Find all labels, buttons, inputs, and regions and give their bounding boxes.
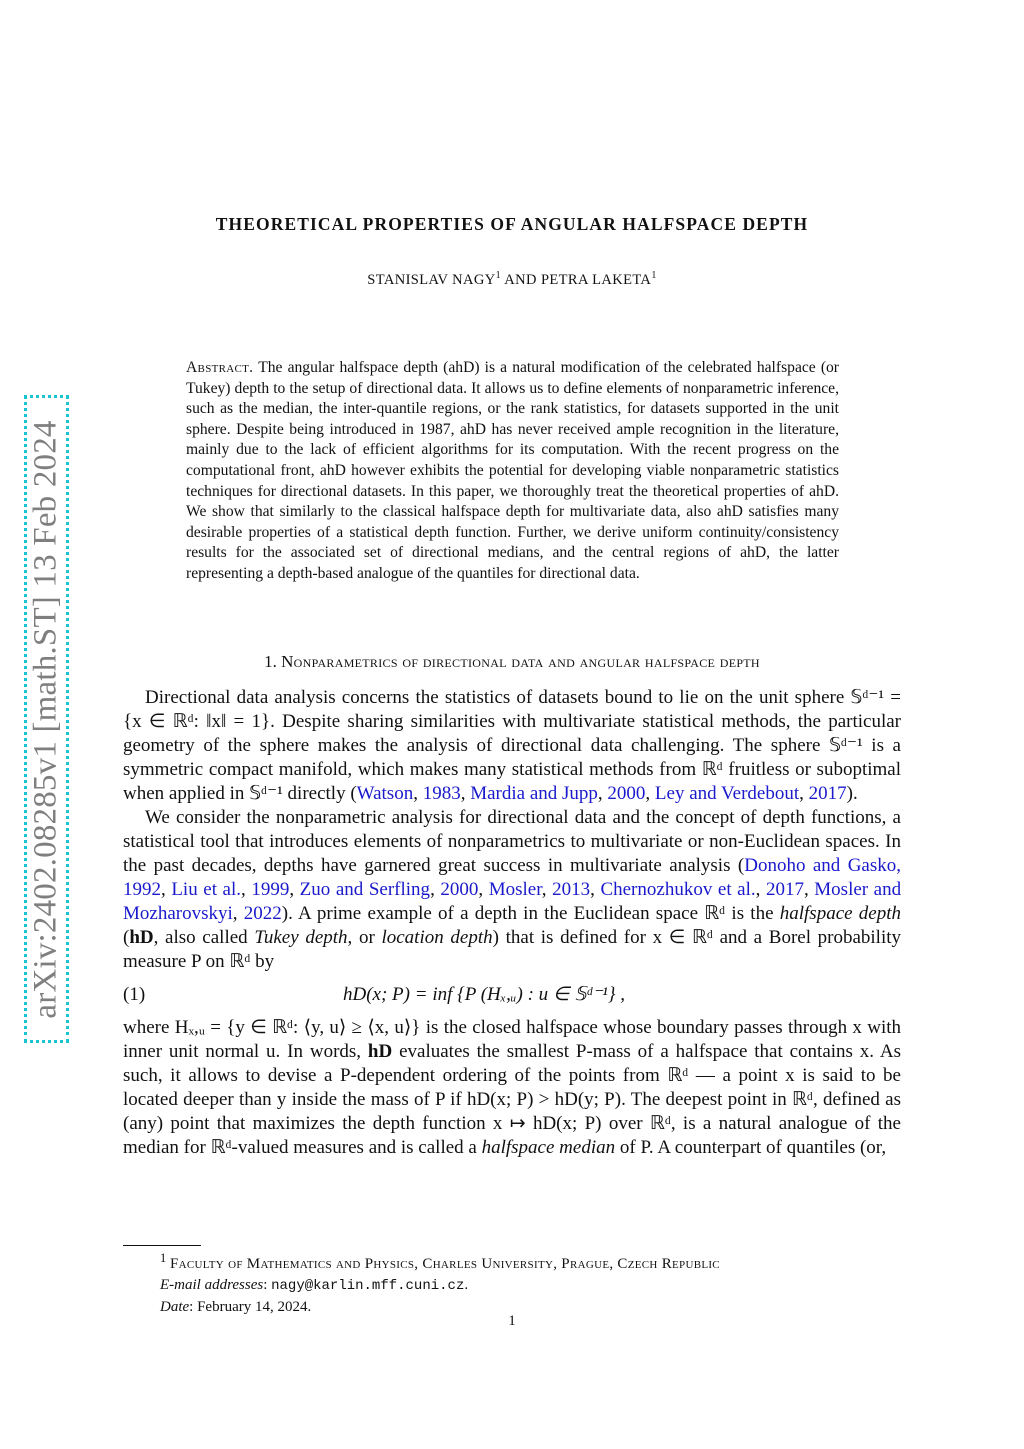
paragraph-2-text: We consider the nonparametric analysis for directional data and the concept of depth functions, a statistical tool that introduces elements of nonparametrics to multivariate or non-Euclidean spaces. In the past decades, depths have garnered great success in multivariate analysis ( — [123, 807, 901, 876]
citation-ley-verdebout[interactable]: Ley and Verdebout — [654, 783, 800, 804]
paper-title: THEORETICAL PROPERTIES OF ANGULAR HALFSPACE DEPTH — [215, 214, 809, 234]
footnote-rule — [123, 1245, 201, 1246]
citation-zuo-serfling-year[interactable]: 2000 — [440, 879, 479, 900]
abstract-label: Abstract. — [186, 359, 254, 376]
separator: , — [803, 879, 815, 900]
author-2-mark: 1 — [651, 270, 657, 281]
citation-chernozhukov[interactable]: Chernozhukov et al. — [600, 879, 756, 900]
citation-mosler[interactable]: Mosler — [488, 879, 542, 900]
section-number: 1. — [264, 652, 277, 671]
separator: . — [464, 1277, 469, 1293]
term-tukey-depth: Tukey depth — [254, 927, 348, 948]
separator: , — [541, 879, 553, 900]
paragraph-1-end: ). — [846, 783, 858, 804]
separator: , — [590, 879, 601, 900]
section-heading — [0, 652, 1024, 672]
email-address[interactable]: nagy@karlin.mff.cuni.cz — [271, 1278, 465, 1294]
paragraph-2 — [123, 806, 901, 974]
author-1-mark: 1 — [495, 270, 502, 281]
separator: , — [460, 783, 471, 804]
citation-zuo-serfling[interactable]: Zuo and Serfling — [299, 879, 431, 900]
abstract-text: The angular halfspace depth (ahD) is a natural modification of the celebrated halfspace (or Tukey) depth to the setup of directional data. It allows us to define elements of nonparametric inference, such as the median, the inter-quantile regions, or the rank statistics, for datasets supported in the unit sphere. Despite being introduced in 1987, ahD has never received ample recognition in the literature, mainly due to the lack of efficient algorithms for its computation. With the recent progress on the computational front, ahD however exhibits the potential for developing viable nonparametric statistics techniques for directional datasets. In this paper, we thoroughly treat the theoretical properties of ahD. We show that similarly to the classical halfspace depth for multivariate data, also ahD satisfies many desirable properties of a statistical depth function. Further, we derive uniform continuity/consistency results for the associated set of directional medians, and the central regions of ahD, the latter representing a depth-based analogue of the quantiles for directional data. — [186, 359, 840, 582]
footnote-email — [160, 1275, 905, 1297]
affiliation-text: Faculty of Mathematics and Physics, Charles University, Prague, Czech Republic — [170, 1256, 720, 1272]
citation-liu[interactable]: Liu et al. — [171, 879, 242, 900]
paragraph-2-text: ). A prime example of a depth in the Euclidean space ℝᵈ is the — [281, 903, 780, 924]
email-label: E-mail addresses — [160, 1277, 264, 1293]
date-label: Date — [160, 1299, 190, 1315]
citation-mosler-mozharovskyi[interactable]: Mosler and Mozharovskyi — [123, 879, 902, 924]
citation-watson-year[interactable]: 1983 — [422, 783, 461, 804]
separator: , — [478, 879, 489, 900]
citation-mosler-year[interactable]: 2013 — [552, 879, 591, 900]
separator: : — [263, 1277, 272, 1293]
separator: , — [241, 879, 252, 900]
paragraph-2-text: ( — [123, 927, 130, 948]
paragraph-2-text: , also called — [153, 927, 255, 948]
footnote-affiliation — [160, 1248, 905, 1275]
arxiv-stamp — [24, 395, 69, 1043]
footnotes — [160, 1248, 905, 1318]
citation-donoho-gasko[interactable]: Donoho and Gasko, 1992 — [123, 855, 901, 900]
separator: , — [755, 879, 766, 900]
equation-1 — [123, 974, 901, 1016]
body-text — [123, 686, 901, 1160]
citation-mardia-jupp-year[interactable]: 2000 — [607, 783, 646, 804]
author-1: STANISLAV NAGY — [367, 271, 496, 288]
term-location-depth: location depth — [381, 927, 493, 948]
citation-chernozhukov-year[interactable]: 2017 — [765, 879, 804, 900]
affiliation-mark: 1 — [160, 1251, 167, 1265]
authors — [0, 270, 1024, 289]
term-halfspace-depth: halfspace depth — [779, 903, 902, 924]
abbrev-hd: hD — [129, 927, 154, 948]
separator: , — [289, 879, 300, 900]
separator: , — [799, 783, 809, 804]
equation-body: hD(x; P) = inf {P (Hₓ,ᵤ) : u ∈ 𝕊ᵈ⁻¹} , — [343, 984, 625, 1005]
citation-watson[interactable]: Watson — [356, 783, 414, 804]
abbrev-hd: hD — [367, 1041, 393, 1062]
arxiv-stamp-text: arXiv:2402.08285v1 [math.ST] 13 Feb 2024 — [28, 419, 64, 1019]
author-2: PETRA LAKETA — [540, 271, 652, 288]
paragraph-1 — [123, 686, 901, 806]
citation-mardia-jupp[interactable]: Mardia and Jupp — [470, 783, 598, 804]
section-title: Nonparametrics of directional data and angular halfspace depth — [281, 652, 760, 671]
paragraph-2-text: ) that is defined for x ∈ ℝᵈ and a Borel probability measure P on ℝᵈ by — [123, 927, 902, 972]
citation-ley-verdebout-year[interactable]: 2017 — [808, 783, 847, 804]
page-number: 1 — [508, 1313, 516, 1329]
paragraph-3-text: of P. A counterpart of quantiles (or, — [615, 1137, 887, 1158]
paragraph-3 — [123, 1016, 901, 1160]
citation-liu-year[interactable]: 1999 — [251, 879, 290, 900]
separator: , — [645, 783, 655, 804]
paragraph-2-text: , or — [347, 927, 382, 948]
separator: : — [189, 1299, 198, 1315]
abstract — [186, 358, 839, 585]
separator: , — [161, 879, 172, 900]
citation-mosler-mozharovskyi-year[interactable]: 2022 — [243, 903, 282, 924]
separator: , — [597, 783, 608, 804]
separator: , — [430, 879, 441, 900]
paragraph-3-text: evaluates the smallest P-mass of a halfspace that contains x. As such, it allows to devise a P-dependent ordering of the points from ℝᵈ — a point x is said to be located deeper than y inside the mass of P if hD(x; P) > hD(y; P). The deepest point in ℝᵈ, defined as (any) point that maximizes the depth function x ↦ hD(x; P) over ℝᵈ, is a natural analogue of the median for ℝᵈ-valued measures and is called a — [123, 1041, 901, 1158]
paragraph-3-text: where Hₓ,ᵤ = {y ∈ ℝᵈ: ⟨y, u⟩ ≥ ⟨x, u⟩} is the closed halfspace whose boundary passes through x with inner unit normal u. In words, — [123, 1017, 901, 1062]
separator: , — [413, 783, 423, 804]
equation-number: (1) — [123, 984, 146, 1005]
separator: , — [232, 903, 244, 924]
term-halfspace-median: halfspace median — [481, 1137, 616, 1158]
author-conjunction: AND — [501, 271, 541, 288]
paragraph-1-text: Directional data analysis concerns the statistics of datasets bound to lie on the unit sphere 𝕊ᵈ⁻¹ = {x ∈ ℝᵈ: ‖x‖ = 1}. Despite sharing similarities with multivariate statistical methods, the particular geometry of the sphere makes the analysis of directional data challenging. The sphere 𝕊ᵈ⁻¹ is a symmetric compact manifold, which makes many statistical methods from ℝᵈ fruitless or suboptimal when applied in 𝕊ᵈ⁻¹ directly ( — [123, 687, 901, 804]
date-value: February 14, 2024. — [197, 1299, 312, 1315]
